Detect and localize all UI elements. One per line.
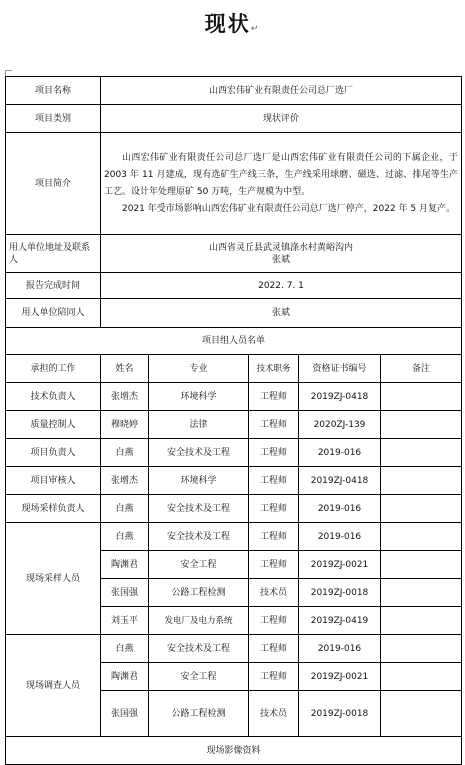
member-tech-title: 工程师 [249, 551, 299, 579]
intro-paragraph-1: 山西宏伟矿业有限责任公司总厂选厂是山西宏伟矿业有限责任公司的下属企业，于 2003 年 11 月建成，现有选矿生产线三条，生产线采用球磨、磁选、过滤、排尾等生产工艺。设计年处理原矿 50 万吨，生产规模为中型。 [104, 152, 458, 197]
member-cert: 2019ZJ-0418 [299, 467, 381, 495]
project-type-label: 项目类别 [6, 105, 101, 133]
member-major: 安全工程 [149, 663, 249, 691]
member-tech-title: 技术员 [249, 691, 299, 737]
member-tech-title: 工程师 [249, 523, 299, 551]
header-major: 专业 [149, 355, 249, 383]
member-note [381, 579, 462, 607]
member-name: 张增杰 [101, 383, 149, 411]
survey-role: 现场调查人员 [6, 635, 101, 737]
survey-row [6, 635, 462, 663]
member-name: 白燕 [101, 635, 149, 663]
member-name: 陶渊君 [101, 663, 149, 691]
member-name: 白燕 [101, 495, 149, 523]
member-note [381, 551, 462, 579]
member-name: 白燕 [101, 523, 149, 551]
report-date-label: 报告完成时间 [6, 273, 101, 299]
member-note [381, 383, 462, 411]
member-role: 项目审核人 [6, 467, 101, 495]
member-cert: 2019-016 [299, 523, 381, 551]
row-address [6, 235, 462, 273]
member-role: 项目负责人 [6, 439, 101, 467]
member-row [6, 439, 462, 467]
member-tech-title: 工程师 [249, 467, 299, 495]
member-note [381, 607, 462, 635]
address-value: 山西省灵丘县武灵镇涤水村黄峪沟内 [208, 242, 353, 253]
member-row [6, 383, 462, 411]
member-note [381, 691, 462, 737]
sampling-role: 现场采样人员 [6, 523, 101, 635]
member-tech-title: 工程师 [249, 383, 299, 411]
members-header-row [6, 355, 462, 383]
row-report-date [6, 273, 462, 299]
member-major: 法律 [149, 411, 249, 439]
member-major: 公路工程检测 [149, 691, 249, 737]
member-note [381, 635, 462, 663]
member-name: 白燕 [101, 439, 149, 467]
member-cert: 2019-016 [299, 495, 381, 523]
member-cert: 2019ZJ-0419 [299, 607, 381, 635]
member-major: 发电厂及电力系统 [149, 607, 249, 635]
member-cert: 2019ZJ-0021 [299, 551, 381, 579]
row-members-title [6, 328, 462, 355]
member-note [381, 439, 462, 467]
address-cell [101, 235, 462, 273]
member-cert: 2019ZJ-0018 [299, 691, 381, 737]
row-escort [6, 299, 462, 328]
title-text: 现状 [204, 12, 251, 36]
member-cert: 2019-016 [299, 439, 381, 467]
member-tech-title: 工程师 [249, 495, 299, 523]
member-role: 技术负责人 [6, 383, 101, 411]
member-note [381, 523, 462, 551]
member-cert: 2019ZJ-0021 [299, 663, 381, 691]
info-table [5, 76, 462, 765]
intro-text [101, 133, 462, 235]
paragraph-mark: ↵ [250, 24, 261, 34]
member-note [381, 663, 462, 691]
photos-label: 现场影像资料 [6, 737, 462, 765]
intro-label: 项目简介 [6, 133, 101, 235]
project-name-label: 项目名称 [6, 77, 101, 105]
header-note: 备注 [381, 355, 462, 383]
member-name: 张国强 [101, 579, 149, 607]
member-major: 安全技术及工程 [149, 495, 249, 523]
member-name: 陶渊君 [101, 551, 149, 579]
member-note [381, 467, 462, 495]
escort-label: 用人单位陪同人 [6, 299, 101, 328]
member-cert: 2020ZJ-139 [299, 411, 381, 439]
member-tech-title: 工程师 [249, 663, 299, 691]
header-tech-title: 技术职务 [249, 355, 299, 383]
member-role: 质量控制人 [6, 411, 101, 439]
project-type-value: 现状评价 [101, 105, 462, 133]
header-cert: 资格证书编号 [299, 355, 381, 383]
member-cert: 2019ZJ-0418 [299, 383, 381, 411]
member-cert: 2019-016 [299, 635, 381, 663]
member-tech-title: 工程师 [249, 439, 299, 467]
member-row [6, 467, 462, 495]
row-photos [6, 737, 462, 765]
member-major: 环境科学 [149, 467, 249, 495]
project-name-value: 山西宏伟矿业有限责任公司总厂选厂 [101, 77, 462, 105]
contact-value: 张斌 [271, 254, 290, 265]
member-major: 环境科学 [149, 383, 249, 411]
sampling-row [6, 523, 462, 551]
member-major: 安全技术及工程 [149, 439, 249, 467]
member-major: 安全技术及工程 [149, 523, 249, 551]
intro-paragraph-2: 2021 年受市场影响山西宏伟矿业有限责任公司总厂选厂停产，2022 年 5 月复产。 [122, 203, 455, 214]
member-note [381, 411, 462, 439]
member-row [6, 495, 462, 523]
member-row [6, 411, 462, 439]
member-tech-title: 工程师 [249, 635, 299, 663]
member-tech-title: 工程师 [249, 607, 299, 635]
row-project-name [6, 77, 462, 105]
member-name: 刘玉平 [101, 607, 149, 635]
member-name: 张国强 [101, 691, 149, 737]
escort-value: 张斌 [101, 299, 462, 328]
member-tech-title: 工程师 [249, 411, 299, 439]
member-name: 穆晓婷 [101, 411, 149, 439]
page-title [0, 8, 465, 38]
row-project-type [6, 105, 462, 133]
members-section-title: 项目组人员名单 [6, 328, 462, 355]
row-intro [6, 133, 462, 235]
header-name: 姓名 [101, 355, 149, 383]
address-label: 用人单位地址及联系人 [6, 235, 101, 273]
member-major: 安全工程 [149, 551, 249, 579]
member-name: 张增杰 [101, 467, 149, 495]
member-role: 现场采样负责人 [6, 495, 101, 523]
member-note [381, 495, 462, 523]
member-major: 安全技术及工程 [149, 635, 249, 663]
report-date-value: 2022. 7. 1 [101, 273, 462, 299]
member-major: 公路工程检测 [149, 579, 249, 607]
header-role: 承担的工作 [6, 355, 101, 383]
member-tech-title: 技术员 [249, 579, 299, 607]
member-cert: 2019ZJ-0018 [299, 579, 381, 607]
